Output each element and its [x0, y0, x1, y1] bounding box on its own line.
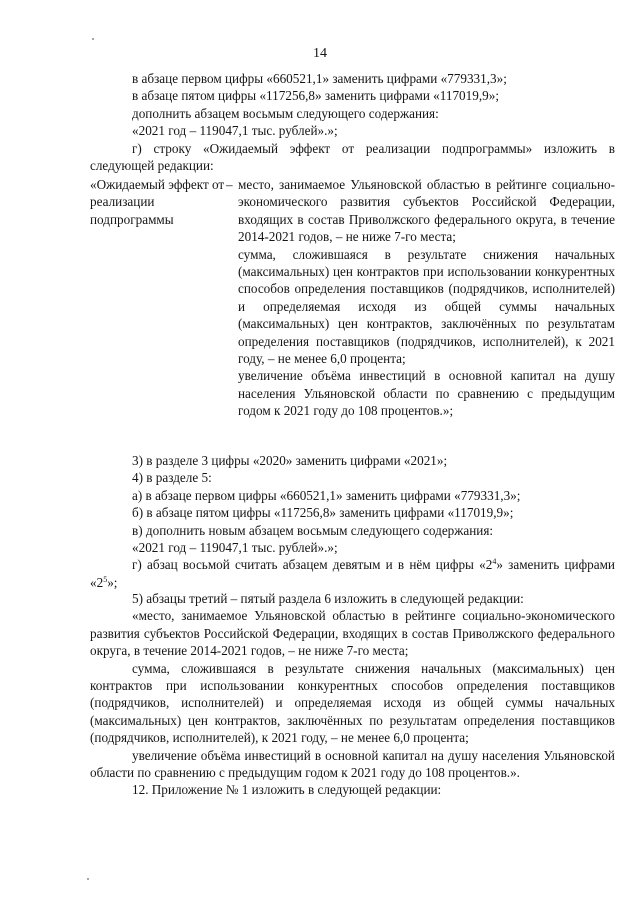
table-item: место, занимаемое Ульяновской областью в рейтинге социально-экономического развития субъектов Российской Федерации, входящих в состав Приволжского федерального округа, в течение 2014-2021 годов, – не ниже 7-го места; — [238, 177, 615, 245]
paragraph: «2021 год – 119047,1 тыс. рублей».»; — [132, 123, 338, 139]
scan-speck — [87, 878, 89, 880]
paragraph-superscript — [90, 556, 615, 591]
paragraph: «место, занимаемое Ульяновской областью в рейтинге социально-экономического развития субъектов Российской Федерации, входящих в состав Приволжского федерального округа, в течение 2014-2021 годов, – не ниже 7-го места; — [90, 608, 615, 659]
table-item: сумма, сложившаяся в результате снижения начальных (максимальных) цен контрактов при использовании конкурентных способов определения поставщиков (подрядчиков, исполнителей) и определяемая исходя из общей суммы начальных (максимальных) цен контрактов, заключённых по результатам определения поставщиков (подрядчиков, исполнителей), к 2021 году, – не менее 6,0 процента; — [238, 246, 615, 367]
text: » заменить цифрами «2 — [90, 557, 615, 590]
page-number: 14 — [313, 46, 327, 61]
paragraph: 5) абзацы третий – пятый раздела 6 изложить в следующей редакции: — [132, 591, 524, 606]
text: г) абзац восьмой считать абзацем девятым и в нём цифры «2 — [132, 557, 493, 573]
paragraph: 3) в разделе 3 цифры «2020» заменить цифрами «2021»; — [132, 453, 448, 468]
scan-speck — [92, 38, 94, 40]
paragraph: б) в абзаце пятом цифры «117256,8» заменить цифрами «117019,9»; — [132, 505, 514, 521]
table-label: «Ожидаемый эффект от реализации подпрограммы — [90, 177, 225, 227]
paragraph: в) дополнить новым абзацем восьмым следующего содержания: — [132, 522, 494, 538]
superscript: 4 — [492, 557, 497, 567]
table-dash: – — [226, 177, 233, 192]
paragraph: 4) в разделе 5: — [132, 470, 212, 486]
bottom-block — [90, 590, 615, 799]
paragraph: 12. Приложение № 1 изложить в следующей редакции: — [132, 782, 442, 798]
superscript: 5 — [103, 574, 108, 584]
text: »; — [107, 574, 118, 590]
paragraph: в абзаце пятом цифры «117256,8» заменить цифрами «117019,9»; — [132, 88, 499, 104]
middle-block — [90, 452, 615, 591]
table-content — [238, 176, 615, 420]
paragraph: дополнить абзацем восьмым следующего содержания: — [132, 105, 439, 121]
paragraph: «2021 год – 119047,1 тыс. рублей».»; — [132, 540, 338, 556]
top-block — [90, 70, 615, 174]
paragraph: г) строку «Ожидаемый эффект от реализации подпрограммы» изложить в следующей редакции: — [90, 140, 615, 174]
table-item: увеличение объёма инвестиций в основной капитал на душу населения Ульяновской области по сравнению с предыдущим годом к 2021 году до 108 процентов.»; — [238, 368, 615, 419]
paragraph: сумма, сложившаяся в результате снижения начальных (максимальных) цен контрактов при использовании конкурентных способов определения поставщиков (подрядчиков, исполнителей) и определяемая исходя из общей суммы начальных (максимальных) цен контрактов, заключённых по результатам определения поставщиков (подрядчиков, исполнителей), к 2021 году, – не менее 6,0 процента; — [90, 660, 615, 746]
paragraph: а) в абзаце первом цифры «660521,1» заменить цифрами «779331,3»; — [132, 487, 521, 503]
paragraph: в абзаце первом цифры «660521,1» заменить цифрами «779331,3»; — [132, 71, 507, 86]
paragraph: увеличение объёма инвестиций в основной капитал на душу населения Ульяновской области по сравнению с предыдущим годом к 2021 году до 108 процентов.». — [90, 747, 615, 781]
